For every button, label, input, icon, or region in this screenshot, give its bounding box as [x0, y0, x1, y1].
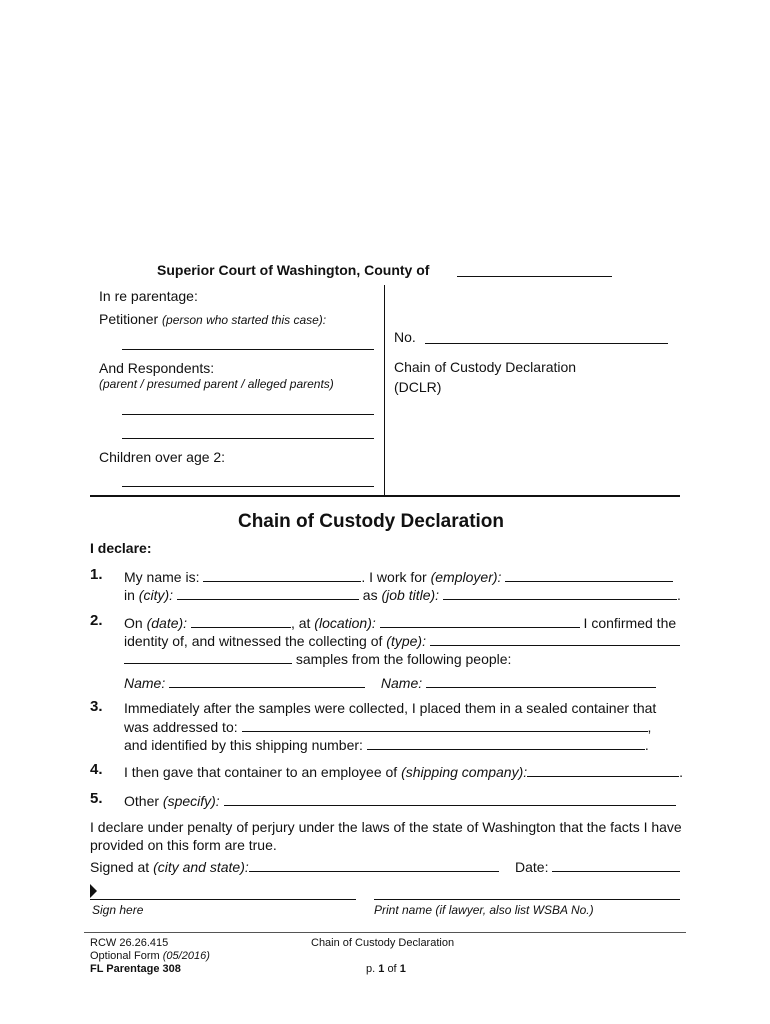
name-field[interactable]	[203, 568, 361, 582]
print-name-field[interactable]	[374, 899, 680, 900]
signed-at-line: Signed at (city and state):	[90, 858, 499, 875]
case-number-label: No.	[394, 329, 416, 345]
person-name-field-2[interactable]	[426, 674, 656, 688]
petitioner-label: Petitioner (person who started this case):	[99, 311, 327, 327]
item-3-line-2: was addressed to: ,	[124, 719, 652, 735]
signature-field[interactable]	[90, 899, 356, 900]
item-5-number: 5.	[90, 790, 103, 807]
shipping-number-field[interactable]	[367, 736, 645, 750]
city-field[interactable]	[177, 586, 359, 600]
item-3-line-1: Immediately after the samples were collected, I placed them in a sealed container that	[124, 700, 657, 716]
item-1-number: 1.	[90, 566, 103, 583]
item-5-line: Other (specify):	[124, 792, 682, 809]
petitioner-field[interactable]	[122, 349, 374, 350]
children-field[interactable]	[122, 486, 374, 487]
sign-here-label: Sign here	[92, 903, 144, 917]
case-number-field[interactable]	[425, 343, 668, 344]
respondents-label: And Respondents:	[99, 360, 215, 376]
respondents-note: (parent / presumed parent / alleged parents)	[99, 377, 334, 391]
respondent-field-1[interactable]	[122, 414, 374, 415]
addressed-to-field[interactable]	[242, 718, 648, 732]
other-specify-field[interactable]	[224, 792, 676, 806]
item-3-line-3: and identified by this shipping number: .	[124, 737, 649, 753]
perjury-statement: I declare under penalty of perjury under the laws of the state of Washington that the facts I have provided on this form are true.	[90, 819, 682, 853]
court-heading: Superior Court of Washington, County of	[157, 262, 430, 278]
shipping-company-field[interactable]	[527, 763, 679, 777]
sample-type-field[interactable]	[430, 632, 680, 646]
caption-doc-code: (DCLR)	[394, 379, 442, 395]
date-field[interactable]	[191, 614, 291, 628]
employer-field[interactable]	[505, 568, 673, 582]
form-title: Chain of Custody Declaration	[237, 511, 505, 532]
item-2-line-2: identity of, and witnessed the collecting of (type):	[124, 632, 682, 649]
item-4-number: 4.	[90, 761, 103, 778]
signed-city-state-field[interactable]	[249, 858, 499, 872]
print-name-label: Print name (if lawyer, also list WSBA No.)	[374, 903, 594, 917]
item-1-line-1: My name is: . I work for (employer):	[124, 568, 682, 585]
date-signed-field[interactable]	[552, 858, 680, 872]
item-3-number: 3.	[90, 698, 103, 715]
respondent-field-2[interactable]	[122, 438, 374, 439]
footer-title: Chain of Custody Declaration	[311, 937, 455, 949]
footer-left: RCW 26.26.415 Optional Form (05/2016) FL Parentage 308	[90, 937, 210, 975]
caption-bottom-rule	[90, 495, 680, 497]
date-signed-line: Date:	[515, 858, 680, 875]
footer-page: p. 1 of 1	[366, 963, 406, 975]
i-declare-label: I declare:	[90, 540, 152, 556]
item-2-line-1: On (date): , at (location): I confirmed the	[124, 615, 677, 631]
children-label: Children over age 2:	[99, 449, 226, 465]
sign-arrow-icon	[90, 884, 98, 898]
item-2-number: 2.	[90, 612, 103, 629]
item-2-names: Name: Name:	[124, 674, 682, 691]
job-title-field[interactable]	[443, 586, 677, 600]
sample-count-field[interactable]	[124, 650, 292, 664]
in-re-label: In re parentage:	[99, 288, 198, 304]
location-field[interactable]	[380, 614, 580, 628]
item-2-line-3: samples from the following people:	[124, 650, 682, 667]
county-field[interactable]	[457, 276, 612, 277]
caption-divider	[384, 285, 385, 496]
person-name-field-1[interactable]	[169, 674, 365, 688]
item-4-line: I then gave that container to an employee of (shipping company): .	[124, 764, 684, 780]
item-1-line-2: in (city): as (job title): .	[124, 587, 681, 603]
caption-doc-title: Chain of Custody Declaration	[394, 359, 577, 375]
footer-rule	[84, 932, 686, 933]
